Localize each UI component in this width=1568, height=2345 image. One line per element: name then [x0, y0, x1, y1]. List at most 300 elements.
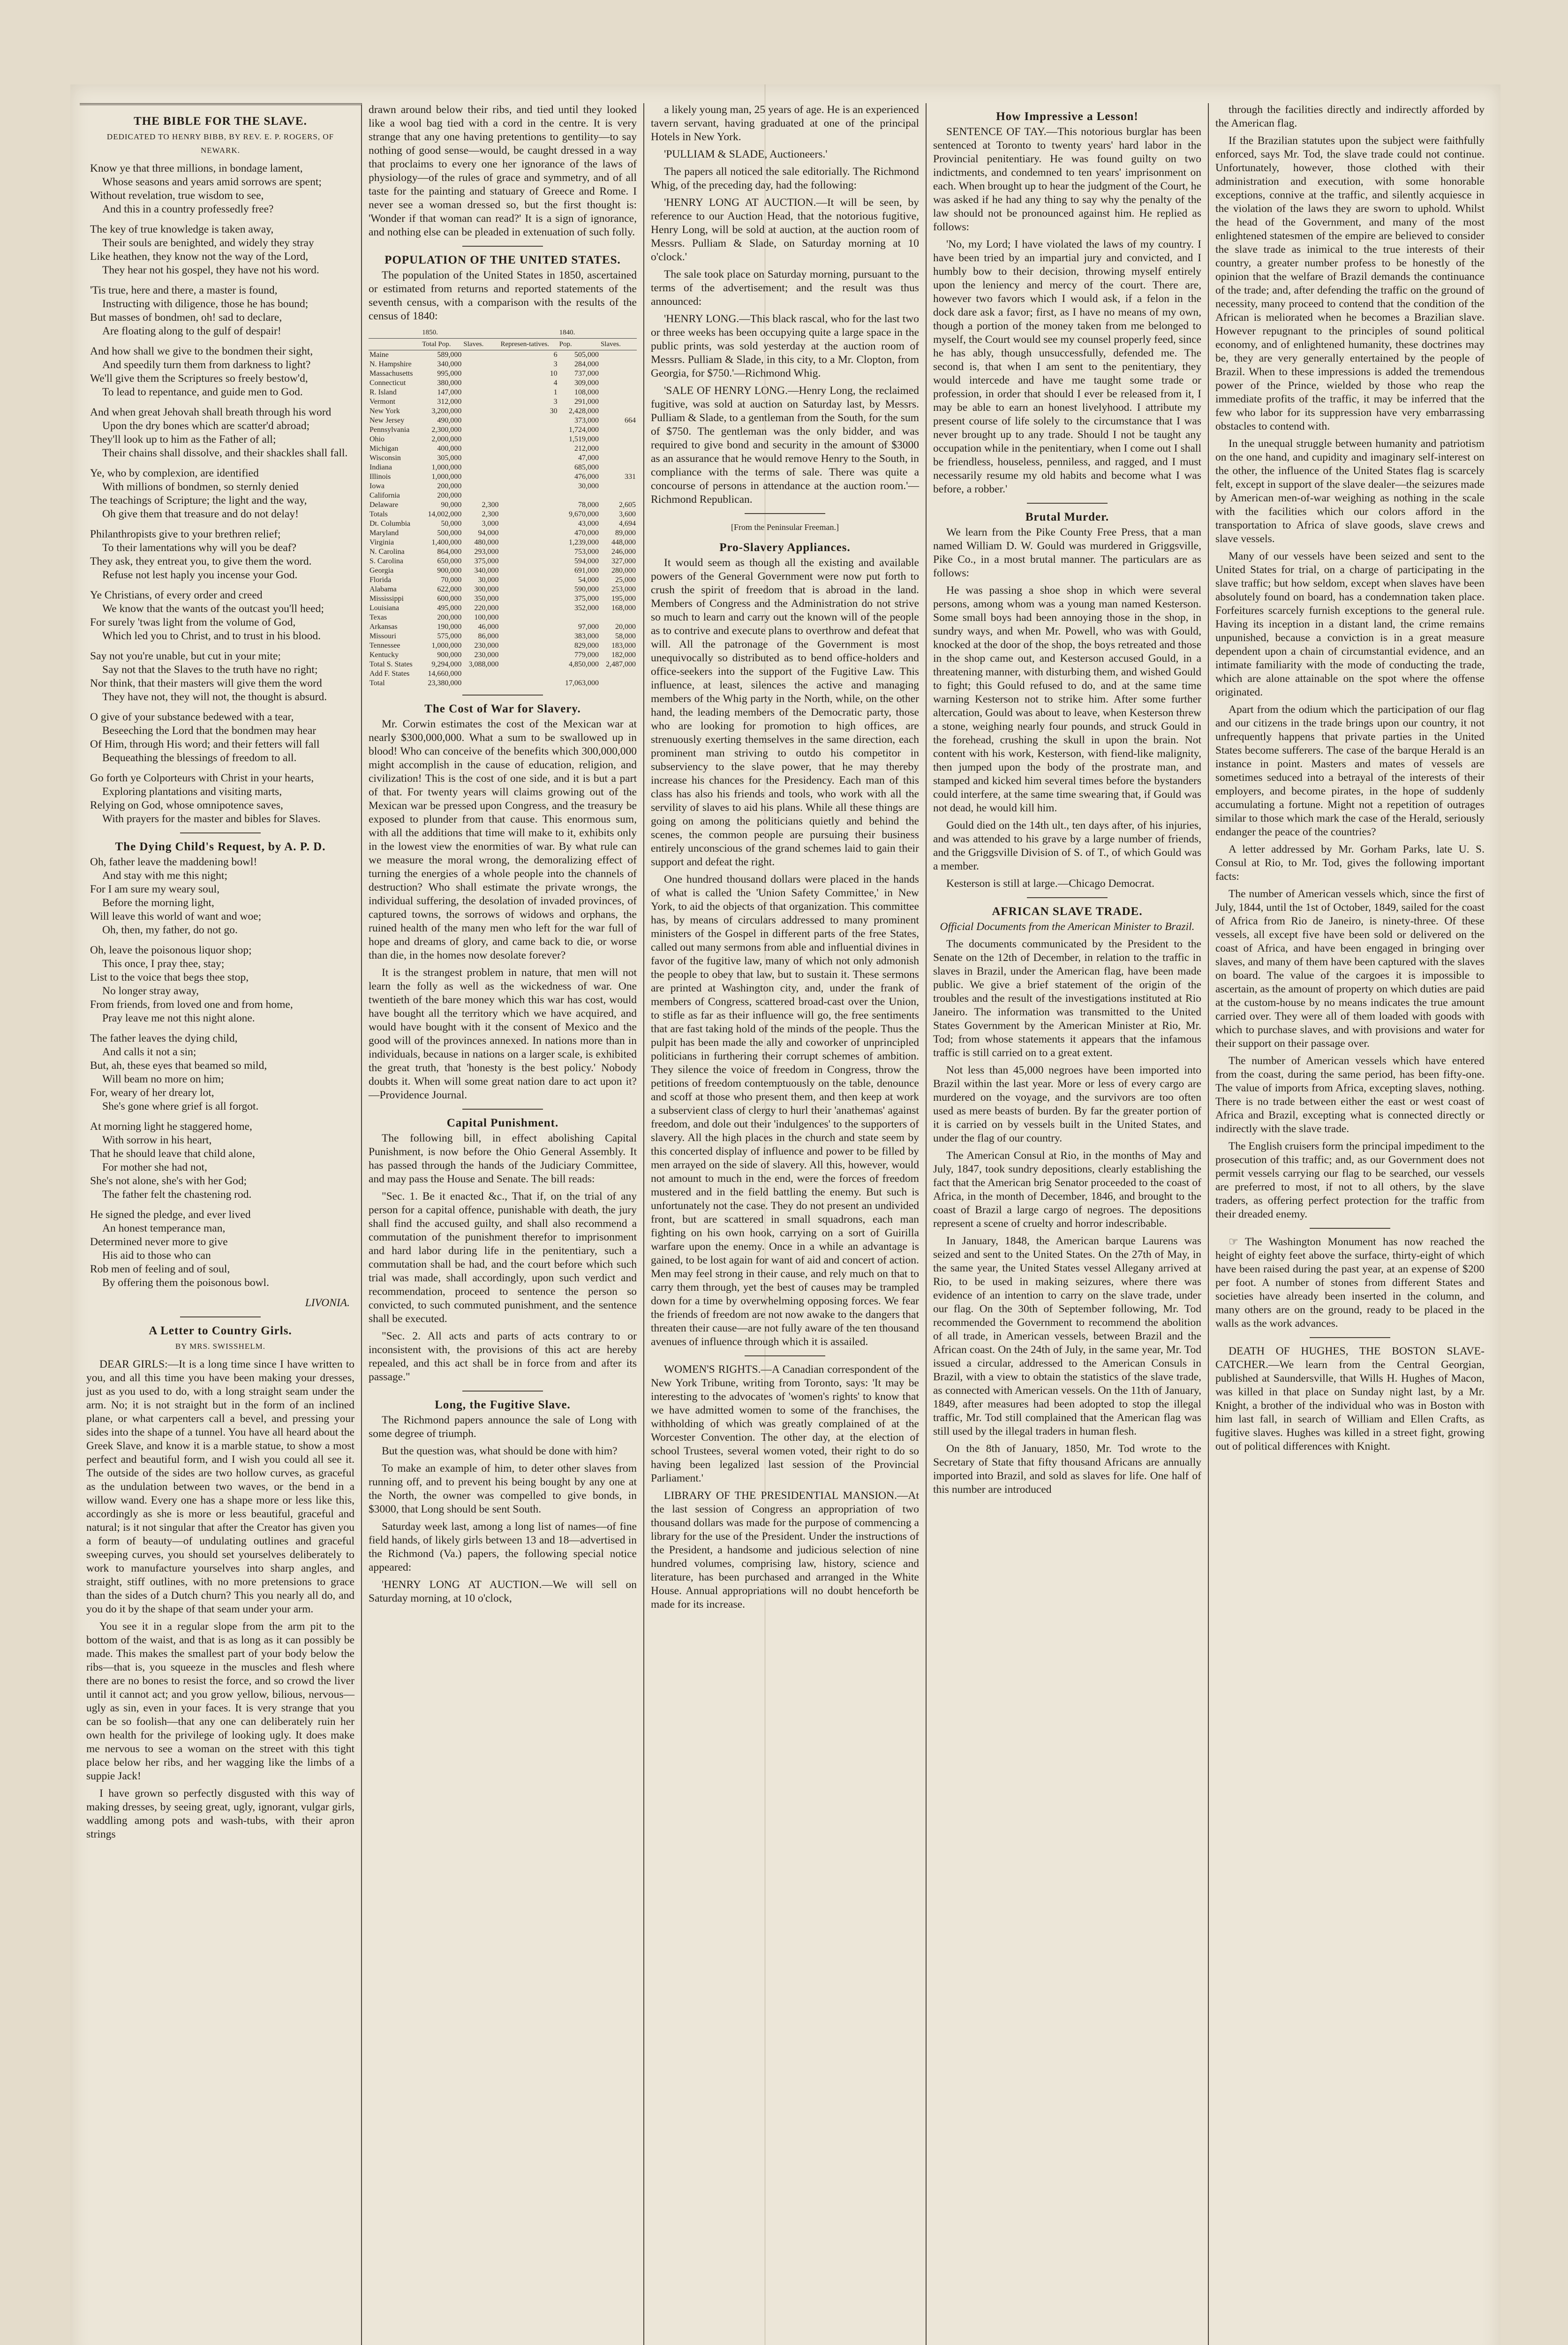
- table-cell: 3: [553, 360, 558, 368]
- article-paragraph: The number of American vessels which have entered from the coast, during the same period, has been fifty-one. The value of imports from Africa, excepting slaves, nothing. There is no trade between either the east or west coast of Africa and Brazil, excepting what is connected directly or indirectly with the slave trade.: [1215, 1055, 1485, 1135]
- article-paragraph: Kesterson is still at large.—Chicago Democrat.: [946, 877, 1154, 890]
- poem-line: Ye, who by complexion, are identified: [90, 467, 259, 479]
- table-cell: [499, 669, 558, 679]
- table-cell: [499, 604, 558, 613]
- table-cell: [499, 613, 558, 622]
- article-paragraph: Many of our vessels have been seized and sent to the United States for trial, on a charge of participating in the slave traffic; but how seldom, except when slaves have been absolutely found on board, has a condemnation taken place. Forfeitures scarcely furnish exceptions to the general rule. Having its inception in a distant land, the crime remains unpunished, because a conviction is in a great measure dependent upon a chain of circumstantial evidence, and an intimate familiarity with the mode of conducting the trade, which are alone attainable on the spot where the offense originated.: [1215, 550, 1485, 698]
- table-cell: 350,000: [474, 595, 499, 603]
- table-row: [369, 463, 637, 472]
- article-paragraph: Gould died on the 14th ult., ten days after, of his injuries, and was attended to his grave by a large number of friends, and the Griggsville Division of S. of T., of which Gould was a member.: [933, 819, 1201, 872]
- table-cell: S. Carolina: [369, 557, 403, 565]
- table-row: [369, 472, 637, 482]
- table-cell: [499, 500, 558, 510]
- table-row: [369, 585, 637, 594]
- article-title: AFRICAN SLAVE TRADE.: [992, 905, 1143, 918]
- article-body: [933, 125, 1201, 496]
- table-cell: 589,000: [437, 351, 462, 359]
- article-title: The Cost of War for Slavery.: [424, 703, 581, 715]
- table-cell: 331: [625, 473, 636, 481]
- article-title: Pro-Slavery Appliances.: [719, 541, 851, 554]
- table-cell: [600, 491, 637, 500]
- news-item: ☞ The Washington Monument has now reached the height of eighty feet above the surface, thirty-eight of which have been raised during the past year, at an expense of $200 per foot. A number of stones from different States and societies have already been inserted in the column, and many others are on the ground, ready to be placed in the walls as the work advances.: [1215, 1236, 1485, 1330]
- table-cell: Vermont: [369, 398, 396, 406]
- table-cell: 182,000: [611, 651, 636, 659]
- table-cell: 220,000: [474, 604, 499, 612]
- poem-line: At morning light he staggered home,: [90, 1120, 252, 1133]
- table-cell: N. Carolina: [369, 548, 405, 556]
- poem-line: Oh, then, my father, do not go.: [102, 924, 238, 936]
- table-header: Total Pop.: [421, 339, 462, 350]
- table-cell: [499, 529, 558, 538]
- poem-line: Pray leave me not this night alone.: [102, 1012, 255, 1024]
- table-cell: 300,000: [474, 585, 499, 593]
- article-paragraph: You see it in a regular slope from the arm pit to the bottom of the waist, and that is as long as it can possibly be made. This makes the smallest part of your body below the ribs—that is, you squeeze in the muscles and flesh where there are no bones to resist the force, and so crowd the liver until it cannot act; and you grow yellow, bilious, nervous—ugly as sin, even in your faces. It is very strange that you can be so foolish—that any one can deliberately ruin her own health for the privilege of looking ugly. It does make me nervous to see a woman on the street with this tight place below her ribs, and her wagging like the limbs of a suppie Jack!: [86, 1620, 354, 1782]
- table-cell: 3,200,000: [431, 407, 462, 415]
- article-paragraph: 'HENRY LONG.—This black rascal, who for the last two or three weeks has been occupying quite a large space in the public prints, was sold yesterday at the auction room of Messrs. Pulliam & Slade, in this city, to a Mr. Clopton, from Georgia, for $750.'—Richmond Whig.: [651, 313, 919, 379]
- table-cell: California: [369, 492, 400, 499]
- table-row: [369, 491, 637, 500]
- poem-line: Bequeathing the blessings of freedom to all.: [102, 752, 297, 764]
- table-cell: 246,000: [611, 548, 636, 556]
- poem-stanza: [86, 1208, 354, 1290]
- article-subtitle: Official Documents from the American Minister to Brazil.: [940, 921, 1195, 933]
- article-paragraph: 'PULLIAM & SLADE, Auctioneers.': [664, 148, 828, 160]
- table-cell: 480,000: [474, 538, 499, 546]
- article-paragraph: "Sec. 2. All acts and parts of acts contrary to or inconsistent with, the provisions of this act are hereby repealed, and this act shall be in force from and after its passage.": [369, 1330, 637, 1383]
- article-paragraph: In the unequal struggle between humanity and patriotism on the one hand, and cupidity and imaginary self-interest on the other, the influence of the United States flag is scarcely felt, except in support of the slave dealer—the seizures made by American men-of-war weighing as nothing in the scale with the facilities which our colors afford in the transportation to Africa of slave goods, slave crews and slave vessels.: [1215, 438, 1485, 545]
- table-row: [369, 575, 637, 585]
- table-cell: 1,000,000: [431, 642, 462, 650]
- article-paragraph: On the 8th of January, 1850, Mr. Tod wrote to the Secretary of State that fifty thousand Africans are annually imported into Brazil, and sold as slaves for life. One half of this number are introduced: [933, 1443, 1201, 1496]
- table-cell: 200,000: [437, 492, 462, 499]
- table-cell: Missouri: [369, 632, 396, 640]
- table-row: [369, 641, 637, 651]
- article-paragraph: DEAR GIRLS:—It is a long time since I have written to you, and all this time you have been making your dresses, just as you used to do, with a long straight seam under the arm. No; it is not straight but in the form of an inclined plane, or what carpenters call a bevel, and pressing your sides into the shape of a tunnel. You have all heard about the Greek Slave, and know it is a marble statue, to show a most perfect and beautiful form, and I wish you could all see it. The outside of the sides are two hollow curves, as graceful as the undulation between two waves, or the bend in a willow wand. Every one has a shape more or less like this, accordingly as she is more or less beautiful, graceful and natural; is it not singular that after the Creator has given you a form of beauty—of undulating outlines and graceful sweeping curves, you should set yourselves deliberately to work to manufacture yourselves into sharp angles, and straight, stiff outlines, with no more pretensions to grace than the sides of a Dutch churn? This you nearly all do, and you do it by the shape of that seam under your arm.: [86, 1358, 354, 1615]
- poem-line: Go forth ye Colporteurs with Christ in your hearts,: [90, 772, 314, 784]
- poem-line: But masses of bondmen, oh! sad to declare,: [90, 311, 282, 324]
- table-cell: [462, 463, 499, 472]
- poem-line: Will leave this world of want and woe;: [90, 910, 262, 923]
- table-row: [369, 538, 637, 547]
- table-cell: 575,000: [437, 632, 462, 640]
- table-cell: 2,605: [619, 501, 636, 509]
- table-cell: [462, 407, 499, 416]
- table-cell: 3: [553, 398, 558, 406]
- table-cell: 291,000: [574, 398, 599, 406]
- article-paragraph: But the question was, what should be done with him?: [382, 1445, 618, 1457]
- table-cell: 86,000: [478, 632, 499, 640]
- table-cell: [600, 435, 637, 444]
- table-cell: 650,000: [437, 557, 462, 565]
- table-cell: [499, 594, 558, 604]
- poem-stanza: [86, 589, 354, 643]
- table-cell: 375,000: [474, 557, 499, 565]
- table-cell: 70,000: [441, 576, 462, 584]
- table-cell: [600, 679, 637, 688]
- table-cell: [600, 463, 637, 472]
- poem-line: To their lamentations why will you be deaf?: [102, 542, 297, 554]
- table-cell: 46,000: [478, 623, 499, 631]
- year-header: 1840.: [558, 327, 637, 339]
- table-cell: 590,000: [574, 585, 599, 593]
- article-paragraph: a likely young man, 25 years of age. He is an experienced tavern servant, having graduated at one of the principal Hotels in New York.: [651, 104, 919, 143]
- table-cell: Total: [369, 679, 385, 687]
- table-cell: 1,000,000: [431, 473, 462, 481]
- table-cell: [499, 444, 558, 454]
- table-cell: 200,000: [437, 613, 462, 621]
- poem-stanza: [86, 162, 354, 216]
- table-cell: 58,000: [615, 632, 636, 640]
- table-cell: 4,850,000: [568, 660, 599, 668]
- table-cell: Massachusetts: [369, 370, 413, 378]
- table-cell: 352,000: [574, 604, 599, 612]
- article-paragraph: Mr. Corwin estimates the cost of the Mexican war at nearly $300,000,000. What a sum to be swallowed up in blood! Who can conceive of the benefits which 300,000,000 might accomplish in the cause of education, religion, and civilization! This is the cost of one side, and it is but a part of that. For twenty years will claims growing out of the Mexican war be pressed upon Congress, and the treasury be exposed to plunder from that cause. This enormous sum, with all the additions that time will make to it, exhibits only in the lowest view the enormities of war. By what rule can we measure the moral wrong, the demoralizing effect of turning the energies of a whole people into the channels of destruction? Who shall estimate the private wrongs, the individual suffering, the desolation of invaded provinces, of captured towns, the sorrows of widows and orphans, the ruined health of the many men who left for the war full of hope and dreams of glory, and came back to die, or worse than die, in the homes now desolate forever?: [369, 718, 637, 961]
- table-cell: 14,002,000: [428, 510, 462, 518]
- table-row: [369, 500, 637, 510]
- article-paragraph: 'No, my Lord; I have violated the laws of my country. I have been tried by an impartial jury and convicted, and I humbly bow to their decision, throwing myself entirely upon the leniency and mercy of the court. There are, however two favors which I would ask, if a felon in the dock dare ask a favor; first, as I have no means of my own, though a portion of the money taken from me belonged to myself, the Court would see my counsel properly feed, since he has ably, though unsuccessfully, defended me. The second is, that when I am sent to the penitentiary, they would intercede and have me taught some trade or profession, in order that should I ever be released from it, I may be able to earn an honest livelyhood. I attribute my present course of life solely to the circumstance that I was never brought up to any trade. Should I not be taught any occupation while in the penitentiary, when I come out I shall be friendless, houseless, penniless, and ragged, and I must necessarily resume my old habits and become what I was before, a robber.': [933, 238, 1201, 495]
- table-row: [369, 566, 637, 575]
- divider: [745, 513, 825, 514]
- poem-line: Beseeching the Lord that the bondmen may hear: [102, 725, 317, 737]
- table-cell: 90,000: [441, 501, 462, 509]
- columns: [80, 103, 1491, 2345]
- article-paragraph: If the Brazilian statutes upon the subject were faithfully enforced, says Mr. Tod, the slave trade could not continue. Unfortunately, however, those clothed with their administration and execution, with some honorable exceptions, connive at the traffic, and silently acquiesce in the violation of the laws they are sworn to uphold. Whilst the head of the Government, and many of the most enlightened statesmen of the empire are believed to consider the slave trade as inimical to the true interests of their country, a greater number profess to be honestly of the opinion that the welfare of Brazil demands the continuance of the trade; and, after defending the traffic on the ground of necessity, many proceed to contend that the condition of the African is meliorated when he becomes a Brazilian slave. However repugnant to the principles of sound political economy, and of enlightened humanity, these doctrines may be, they are very generally entertained by the people of Brazil. When to these impressions is added the tremendous power of the Prince, wielded by those who reap the immediate profits of the traffic, it may be inferred that the few who labor for its suppression have very embarrassing obstacles to contend with.: [1215, 135, 1485, 432]
- article-paragraph: A letter addressed by Mr. Gorham Parks, late U. S. Consul at Rio, to Mr. Tod, gives the following important facts:: [1215, 843, 1485, 883]
- table-cell: 448,000: [611, 538, 636, 546]
- divider: [462, 1109, 543, 1110]
- table-cell: 100,000: [474, 613, 499, 621]
- table-cell: 312,000: [437, 398, 462, 406]
- table-cell: 147,000: [437, 388, 462, 396]
- news-item: DEATH OF HUGHES, THE BOSTON SLAVE-CATCHER.—We learn from the Central Georgian, published at Saundersville, that Wills H. Hughes of Macon, was killed in that place on Sunday night last, by a Mr. Knight, a brother of the individual who was in Boston with him last fall, in search of William and Ellen Crafts, as fugitive slaves. Hughes was killed in a street fight, growing out of political differences with Knight.: [1215, 1345, 1485, 1452]
- table-cell: 622,000: [437, 585, 462, 593]
- poem-line: Rob men of feeling and of soul,: [90, 1263, 230, 1275]
- table-cell: 30,000: [578, 482, 599, 490]
- table-cell: 47,000: [578, 454, 599, 462]
- table-cell: Michigan: [369, 445, 399, 453]
- table-cell: 2,300,000: [431, 426, 462, 434]
- article-body: [86, 1358, 354, 1841]
- poem-stanza: [86, 223, 354, 277]
- table-cell: 9,294,000: [431, 660, 462, 668]
- table-cell: 829,000: [574, 642, 599, 650]
- table-cell: [462, 369, 499, 378]
- poem-title: The Dying Child's Request, by A. P. D.: [115, 840, 326, 853]
- article-body: [369, 718, 637, 1102]
- year-header: 1850.: [421, 327, 558, 339]
- article-continuation: drawn around below their ribs, and tied until they looked like a wool bag tied with a cord in the centre. It is very strange that any one having pretentions to gentility—to say nothing of good sense—would, be caught dressed in a way that proclaims to every one her ignorance of the laws of physiology—of the rules of grace and symmetry, and of all taste for the painting and statuary of Greece and Rome. I never see a woman dressed so, but the first thought is: 'Wonder if that woman can read?' It is a sign of ignorance, and nothing else can be pleaded in extenuation of such folly.: [369, 104, 637, 238]
- poem-line: By offering them the poisonous bowl.: [102, 1277, 269, 1289]
- table-cell: [499, 510, 558, 519]
- table-cell: [462, 669, 499, 679]
- poem-signoff: LIVONIA.: [305, 1297, 350, 1309]
- article-paragraph: Saturday week last, among a long list of names—of fine field hands, of likely girls between 13 and 18—advertised in the Richmond (Va.) papers, the following special notice appeared:: [369, 1520, 637, 1573]
- article-title: How Impressive a Lesson!: [996, 110, 1138, 123]
- poem-line: But, ah, these eyes that beamed so mild,: [90, 1059, 267, 1072]
- poem-line: With millions of bondmen, so sternly denied: [102, 481, 299, 493]
- table-cell: 1,724,000: [568, 426, 599, 434]
- table-cell: [499, 463, 558, 472]
- table-cell: 230,000: [474, 642, 499, 650]
- table-row: [369, 594, 637, 604]
- table-cell: Tennessee: [369, 642, 400, 650]
- poem-line: Before the morning light,: [102, 897, 214, 909]
- poem-line: Refuse not lest haply you incense your God.: [102, 569, 298, 581]
- table-cell: [600, 454, 637, 463]
- poem-line: For I am sure my weary soul,: [90, 883, 220, 895]
- table-cell: 900,000: [437, 651, 462, 659]
- table-cell: 309,000: [574, 379, 599, 387]
- table-cell: 17,063,000: [565, 679, 599, 687]
- poem-line: Say not that the Slaves to the truth have no right;: [102, 664, 318, 676]
- poem-stanza: [86, 1120, 354, 1202]
- poem-line: Their souls are benighted, and widely they stray: [102, 237, 314, 249]
- table-cell: [462, 416, 499, 425]
- table-cell: 1,000,000: [431, 463, 462, 471]
- column-2: [362, 103, 644, 2345]
- table-cell: [499, 519, 558, 529]
- table-row: [369, 529, 637, 538]
- table-cell: 737,000: [574, 370, 599, 378]
- table-cell: 3,000: [482, 520, 499, 528]
- poem-line: She's gone where grief is all forgot.: [102, 1100, 259, 1112]
- table-cell: 30,000: [478, 576, 499, 584]
- table-cell: [499, 557, 558, 566]
- table-cell: 9,670,000: [568, 510, 599, 518]
- table-cell: 212,000: [574, 445, 599, 453]
- table-cell: 380,000: [437, 379, 462, 387]
- table-cell: [462, 472, 499, 482]
- poem-line: They hear not his gospel, they have not his word.: [102, 264, 319, 276]
- article-paragraph: To make an example of him, to deter other slaves from running off, and to prevent his being bought by any one at the North, the owner was compelled to give bonds, in $3000, that Long should be sent South.: [369, 1462, 637, 1515]
- table-cell: [462, 360, 499, 369]
- poem-line: Determined never more to give: [90, 1236, 228, 1248]
- table-cell: [600, 407, 637, 416]
- table-cell: 284,000: [574, 360, 599, 368]
- article-paragraph: The sale took place on Saturday morning, pursuant to the terms of the advertisement; and the result was thus announced:: [651, 268, 919, 308]
- table-cell: 400,000: [437, 445, 462, 453]
- poem-line: No longer stray away,: [102, 985, 199, 997]
- table-cell: 340,000: [437, 360, 462, 368]
- table-cell: 2,487,000: [606, 660, 636, 668]
- table-cell: [600, 360, 637, 369]
- table-cell: Alabama: [369, 585, 397, 593]
- table-cell: [499, 435, 558, 444]
- table-cell: 1: [553, 388, 558, 396]
- table-row: [369, 444, 637, 454]
- table-cell: 2,428,000: [568, 407, 599, 415]
- poem-line: Exploring plantations and visiting marts,: [102, 786, 282, 798]
- table-cell: 78,000: [578, 501, 599, 509]
- divider: [180, 832, 261, 833]
- poem-line: And this in a country professedly free?: [102, 203, 274, 215]
- poem-byline: DEDICATED TO HENRY BIBB, BY REV. E. P. ROGERS, OF NEWARK.: [106, 132, 334, 155]
- table-cell: 200,000: [437, 482, 462, 490]
- table-row: [369, 388, 637, 397]
- table-cell: 476,000: [574, 473, 599, 481]
- article-paragraph: Apart from the odium which the participation of our flag and our citizens in the trade brings upon our country, it not unfrequently happens that private parties in the United States become sufferers. The case of the barque Herald is an instance in point. Masters and mates of vessels are sometimes seduced into a betrayal of the interests of their employers, and become pirates, in the hope of suddenly accumulating a fortune. Might not a repetition of outrages similar to those which mark the case of the Herald, seriously endanger the peace of the countries?: [1215, 704, 1485, 838]
- table-cell: 25,000: [615, 576, 636, 584]
- table-cell: Wisconsin: [369, 454, 401, 462]
- poem-line: Ye Christians, of every order and creed: [90, 589, 263, 601]
- poem-line: Instructing with diligence, those he has bound;: [102, 298, 309, 310]
- article-paragraph: SENTENCE OF TAY.—This notorious burglar has been sentenced at Toronto to twenty years' hard labor in the Provincial penitentiary. He was found guilty on two indictments, and condemned to ten years' imprisonment on each. When brought up to hear the judgment of the Court, he was asked if he had any thing to say why the penalty of the law should not be pronounced against him. He replied as follows:: [933, 126, 1201, 233]
- poem-stanza: [86, 772, 354, 826]
- poem-stanza: [86, 406, 354, 460]
- poem-line: She's not alone, she's with her God;: [90, 1175, 247, 1187]
- poem-line: They'll look up to him as the Father of all;: [90, 433, 276, 446]
- table-cell: 2,000,000: [431, 435, 462, 443]
- table-cell: 4,694: [619, 520, 636, 528]
- poem-line: For mother she had not,: [102, 1161, 207, 1173]
- table-cell: [499, 660, 558, 669]
- poem-line: And how shall we give to the bondmen their sight,: [90, 345, 313, 357]
- table-cell: 54,000: [578, 576, 599, 584]
- poem-body: [86, 855, 354, 1290]
- table-cell: 10: [550, 370, 558, 378]
- table-row: [369, 660, 637, 669]
- poem-line: Whose seasons and years amid sorrows are spent;: [102, 176, 322, 188]
- table-row: [369, 350, 637, 360]
- table-cell: 30: [550, 407, 558, 415]
- table-row: [369, 547, 637, 557]
- poem-line: And stay with me this night;: [102, 870, 227, 882]
- article-paragraph: 'HENRY LONG AT AUCTION.—We will sell on Saturday morning, at 10 o'clock,: [369, 1579, 637, 1604]
- article-title: POPULATION OF THE UNITED STATES.: [384, 254, 621, 266]
- article-paragraph: 'SALE OF HENRY LONG.—Henry Long, the reclaimed fugitive, was sold at auction on Saturday last, by Messrs. Pulliam & Slade, to a gentleman from the South, for the sum of $750. The gentleman was the only bidder, and was required to give bond and security in the amount of $3000 as an assurance that he would remove Henry to the South, in compliance with the terms of sale. There was quite a concourse of persons in attendance at the auction room.'—Richmond Republican.: [651, 385, 919, 506]
- article-body: [933, 938, 1201, 1497]
- table-cell: 995,000: [437, 370, 462, 378]
- poem-line: We'll give them the Scriptures so freely bestow'd,: [90, 372, 308, 385]
- poem-line: Will beam no more on him;: [102, 1073, 224, 1085]
- table-cell: [499, 416, 558, 425]
- page-fold: [764, 84, 766, 2345]
- article-title: Brutal Murder.: [1025, 511, 1109, 523]
- table-cell: [600, 425, 637, 435]
- poem-stanza: [86, 855, 354, 937]
- news-item: WOMEN'S RIGHTS.—A Canadian correspondent of the New York Tribune, writing from Toronto, says: 'It may be interesting to the advocates of 'women's rights' to know that we have admitted women to some of the franchises, the withholding of which was greatly complained of at the Worcester Convention. The other day, at the election of school Trustees, several women voted, their right to do so having been legalized last session of the Provincial Parliament.': [651, 1363, 919, 1484]
- column-1: [80, 103, 362, 2345]
- table-cell: [499, 538, 558, 547]
- table-cell: 691,000: [574, 567, 599, 575]
- article-paragraph: The documents communicated by the President to the Senate on the 12th of December, in relation to the traffic in slaves in Brazil, under the American flag, have been made public. We give a brief statement of the origin of the troubles and the result of the investigations instituted at Rio Janeiro. The information was transmitted to the United States Government by the American Minister at Rio, Mr. Tod; from whose statements it appears that the infamous traffic is still carried on to a great extent.: [933, 938, 1201, 1059]
- table-cell: [462, 454, 499, 463]
- table-cell: 340,000: [474, 567, 499, 575]
- table-cell: 253,000: [611, 585, 636, 593]
- poem-line: Oh give them that treasure and do not delay!: [102, 508, 299, 520]
- table-row: [369, 454, 637, 463]
- article-paragraph: The papers all noticed the sale editorially. The Richmond Whig, of the preceding day, had the following:: [651, 166, 919, 191]
- poem-line: Oh, father leave the maddening bowl!: [90, 856, 257, 868]
- article-byline: BY MRS. SWISSHELM.: [175, 1342, 266, 1351]
- table-cell: 89,000: [615, 529, 636, 537]
- table-cell: [600, 669, 637, 679]
- table-header: [369, 339, 421, 350]
- table-cell: 753,000: [574, 548, 599, 556]
- poem-line: With sorrow in his heart,: [102, 1134, 212, 1146]
- population-table: [369, 327, 637, 688]
- newspaper-page: [70, 84, 1500, 2345]
- poem-line: And when great Jehovah shall breath through his word: [90, 406, 332, 418]
- table-cell: R. Island: [369, 388, 397, 396]
- table-cell: 6: [553, 351, 558, 359]
- table-cell: [499, 454, 558, 463]
- table-cell: Maine: [369, 351, 389, 359]
- article-paragraph: I have grown so perfectly disgusted with this way of making dresses, by seeing great, ugly, ignorant, vulgar girls, waddling among pots and wash-tubs, with their apron strings: [86, 1787, 354, 1840]
- table-cell: Maryland: [369, 529, 399, 537]
- table-cell: Dt. Columbia: [369, 520, 411, 528]
- table-cell: 280,000: [611, 567, 636, 575]
- table-cell: 168,000: [611, 604, 636, 612]
- table-cell: 495,000: [437, 604, 462, 612]
- table-cell: Iowa: [369, 482, 384, 490]
- table-cell: 94,000: [478, 529, 499, 537]
- poem-line: From friends, from loved one and from home,: [90, 999, 293, 1011]
- article-paragraph: We learn from the Pike County Free Press, that a man named William D. W. Gould was murdered in Griggsville, Pike Co., in a most brutal manner. The particulars are as follows:: [933, 526, 1201, 579]
- table-cell: Louisiana: [369, 604, 400, 612]
- article-paragraph: 'HENRY LONG AT AUCTION.—It will be seen, by reference to our Auction Head, that the notorious fugitive, Henry Long, will be sold at auction, at the auction room of Messrs. Pulliam & Slade, on Saturday morning at 10 o'clock.': [651, 197, 919, 263]
- table-header: Slaves.: [600, 339, 637, 350]
- table-cell: [600, 350, 637, 360]
- table-cell: [558, 669, 600, 679]
- poem-line: With prayers for the master and bibles for Slaves.: [102, 813, 321, 825]
- poem-title: THE BIBLE FOR THE SLAVE.: [134, 115, 307, 128]
- column-4: [927, 103, 1209, 2345]
- table-cell: 2,300: [482, 510, 499, 518]
- article-paragraph: "Sec. 1. Be it enacted &c., That if, on the trial of any person for a capital offence, punishable with death, the jury shall find the accused guilty, and shall also recommend a commutation of the punishment therefor to imprisonment and hard labor during life in the penitentiary, such a commutation shall be had, and the court before which such trial was made, shall accordingly, upon such verdict and recommendation, proceed to sentence the person so convicted, to such commuted punishment, and the sentence shall be executed.: [369, 1190, 637, 1325]
- table-cell: [499, 585, 558, 594]
- table-cell: 373,000: [574, 416, 599, 424]
- poem-stanza: [86, 650, 354, 704]
- article-paragraph: The American Consul at Rio, in the months of May and July, 1847, took sundry depositions, clearly establishing the fact that the American brig Senator proceeded to the coast of Africa, in the month of December, 1846, and brought to the coast of Brazil a large cargo of negroes. The depositions represent a scene of cruelty and horror indescribable.: [933, 1150, 1201, 1230]
- poem-stanza: [86, 944, 354, 1025]
- poem-line: For, weary of her dreary lot,: [90, 1087, 214, 1099]
- table-cell: 470,000: [574, 529, 599, 537]
- article-paragraph: In January, 1848, the American barque Laurens was seized and sent to the United States. On the 27th of May, in the same year, the United States vessel Allegany arrived at Rio, to be used in making seizures, where there was evidence of an intention to carry on the slave trade, under our flag. On the 30th of September following, Mr. Tod recommended the Government to recommend the abolition of all trade, in American vessels, between Brazil and the African coast. On the 24th of July, in the same year, Mr. Tod issued a circular, addressed to the American Consuls in Brazil, with a view to obtain the statistics of the slave trade, as connected with American vessels. On the 11th of January, 1849, after measures had been adopted to stop the illegal traffic, Mr. Tod still complained that the American flag was still used by the illegal traders in human flesh.: [933, 1235, 1201, 1437]
- article-body: [933, 526, 1201, 891]
- table-cell: 900,000: [437, 567, 462, 575]
- poem-line: O give of your substance bedewed with a tear,: [90, 711, 294, 723]
- table-cell: [558, 613, 600, 622]
- poem-line: Their chains shall dissolve, and their shackles shall fall.: [102, 447, 348, 459]
- table-cell: 4: [553, 379, 558, 387]
- poem-line: That he should leave that child alone,: [90, 1148, 255, 1160]
- table-row: [369, 416, 637, 425]
- article-continuation: [651, 103, 919, 507]
- table-row: [369, 407, 637, 416]
- table-cell: 20,000: [615, 623, 636, 631]
- poem-line: He signed the pledge, and ever lived: [90, 1209, 251, 1221]
- table-cell: 864,000: [437, 548, 462, 556]
- article-body: [369, 1132, 637, 1384]
- poem-line: Oh, leave the poisonous liquor shop;: [90, 944, 252, 956]
- table-cell: 490,000: [437, 416, 462, 424]
- poem-line: His aid to those who can: [102, 1249, 211, 1262]
- table-cell: [462, 444, 499, 454]
- article-paragraph: It would seem as though all the existing and available powers of the General Government were now put forth to crush the spirit of freedom that is abroad in the land. Members of Congress and the Administration do not strive so much to learn and carry out the known will of the people as to contrive and execute plans to overthrow and defeat that will. All the patronage of the Government is most unequivocally so distributed as to bend office-holders and office-seekers into the support of the Fugitive Law. This influence, at least, silences the active and managing members of the Whig party in the North, while, on the other hand, the leading members of the Democratic party, those who are looking for promotion to high offices, are strenuously exerting themselves in the same direction, each prominent man striving to outdo his competitor in subserviency to the slave power, that he may thereby increase his chances for the Presidency. Each man of this class has also his friends and tools, who work with all the servility of slaves to aid his plans. While all these things are going on among the politicians quietly and behind the scenes, the common people are pursuing their business entirely unconscious of the grand schemes laid to gain their support and defeat the right.: [651, 557, 919, 868]
- table-cell: 383,000: [574, 632, 599, 640]
- poem-line: Without revelation, true wisdom to see,: [90, 189, 264, 202]
- article-paragraph: Not less than 45,000 negroes have been imported into Brazil within the last year. More or less of every cargo are murdered on the voyage, and the survivors are too often used as mere beasts of burden. By far the greater portion of it is carried on by vessels built in the United States, and under the flag of our country.: [933, 1064, 1201, 1144]
- poem-line: Relying on God, whose omnipotence saves,: [90, 799, 283, 811]
- poem-body: [86, 162, 354, 826]
- table-cell: Arkansas: [369, 623, 398, 631]
- table-row: [369, 482, 637, 491]
- table-cell: [462, 482, 499, 491]
- table-cell: 1,400,000: [431, 538, 462, 546]
- table-cell: [600, 397, 637, 407]
- poem-line: Which led you to Christ, and to trust in his blood.: [102, 630, 321, 642]
